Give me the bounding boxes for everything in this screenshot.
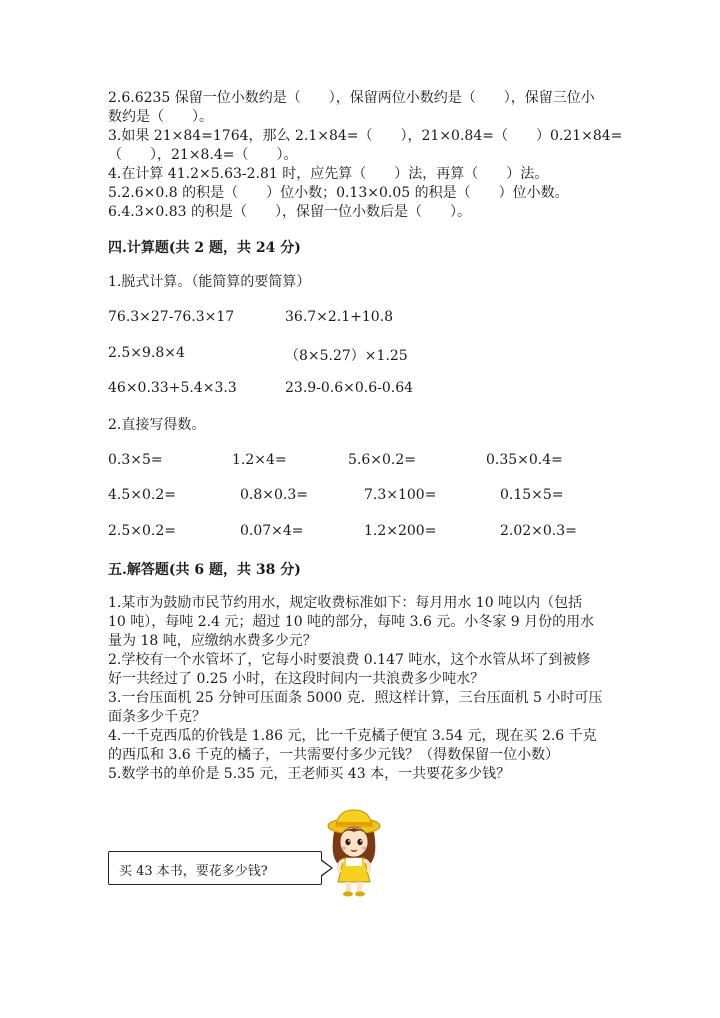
calc-q1-item: （8×5.27）×1.25 [285, 348, 408, 364]
answer-line-1: 1.某市为鼓励市民节约用水，规定收费标准如下：每月用水 10 吨以内（包括 [108, 595, 583, 611]
answer-line-10: 5.数学书的单价是 5.35 元，王老师买 43 本，一共要花多少钱？ [108, 766, 511, 782]
calc-q2-item: 0.35×0.4= [486, 452, 563, 468]
calc-q2-item: 1.2×200= [364, 523, 437, 539]
answer-line-6: 3.一台压面机 25 分钟可压面条 5000 克．照这样计算，三台压面机 5 小时可压 [108, 690, 603, 706]
speech-bubble [108, 851, 322, 885]
answer-line-2: 10 吨），每吨 2.4 元；超过 10 吨的部分，每吨 3.6 元。小冬家 9 月份的用水 [108, 614, 595, 630]
fill-line-5: 4.在计算 41.2×5.63-2.81 时，应先算（ ）法，再算（ ）法。 [108, 166, 549, 182]
fill-line-2: 数约是（ ）。 [108, 109, 213, 125]
calc-q2-item: 4.5×0.2= [108, 487, 176, 503]
calc-q1-title: 1.脱式计算。（能简算的要简算） [108, 274, 311, 290]
calc-q2-item: 0.3×5= [108, 452, 163, 468]
calc-section-heading: 四.计算题(共 2 题，共 24 分) [108, 240, 301, 256]
calc-q1-item: 46×0.33+5.4×3.3 [108, 380, 237, 396]
answer-line-8: 4.一千克西瓜的价钱是 1.86 元，比一千克橘子便宜 3.54 元，现在买 2.6 千克 [108, 728, 597, 744]
cartoon-girl-illustration [322, 808, 386, 898]
calc-q2-item: 2.02×0.3= [500, 523, 577, 539]
calc-q2-item: 0.15×5= [500, 487, 564, 503]
fill-line-3: 3.如果 21×84=1764，那么 2.1×84=（ ），21×0.84=（ ）0.21×84= [108, 128, 623, 144]
calc-q2-title: 2.直接写得数。 [108, 417, 206, 433]
calc-q2-item: 0.07×4= [240, 523, 304, 539]
fill-line-7: 6.4.3×0.83 的积是（ ），保留一位小数后是（ ）。 [108, 204, 471, 220]
answer-line-3: 量为 18 吨，应缴纳水费多少元？ [108, 633, 317, 649]
answer-line-9: 的西瓜和 3.6 千克的橘子，一共需要付多少元钱？（得数保留一位小数） [108, 747, 560, 763]
calc-q2-item: 2.5×0.2= [108, 523, 176, 539]
answer-line-4: 2.学校有一个水管坏了，它每小时要浪费 0.147 吨水，这个水管从坏了到被修 [108, 652, 591, 668]
fill-line-6: 5.2.6×0.8 的积是（ ）位小数；0.13×0.05 的积是（ ）位小数。 [108, 185, 569, 201]
answer-line-7: 面条多少千克？ [108, 709, 206, 725]
calc-q2-item: 0.8×0.3= [240, 487, 308, 503]
calc-q1-item: 23.9-0.6×0.6-0.64 [285, 380, 414, 396]
speech-bubble-text: 买 43 本书，要花多少钱? [119, 864, 268, 879]
answer-line-5: 好一共经过了 0.25 小时，在这段时间内一共浪费多少吨水？ [108, 671, 485, 687]
calc-q2-item: 5.6×0.2= [348, 452, 416, 468]
calc-q2-item: 7.3×100= [364, 487, 437, 503]
answer-section-heading: 五.解答题(共 6 题，共 38 分) [108, 562, 301, 578]
fill-line-1: 2.6.6235 保留一位小数约是（ ），保留两位小数约是（ ），保留三位小 [108, 90, 595, 106]
calc-q2-item: 1.2×4= [232, 452, 287, 468]
calc-q1-item: 36.7×2.1+10.8 [285, 309, 394, 325]
calc-q1-item: 2.5×9.8×4 [108, 345, 185, 361]
calc-q1-item: 76.3×27-76.3×17 [108, 309, 235, 325]
fill-line-4: （ ），21×8.4=（ ）。 [108, 147, 298, 163]
